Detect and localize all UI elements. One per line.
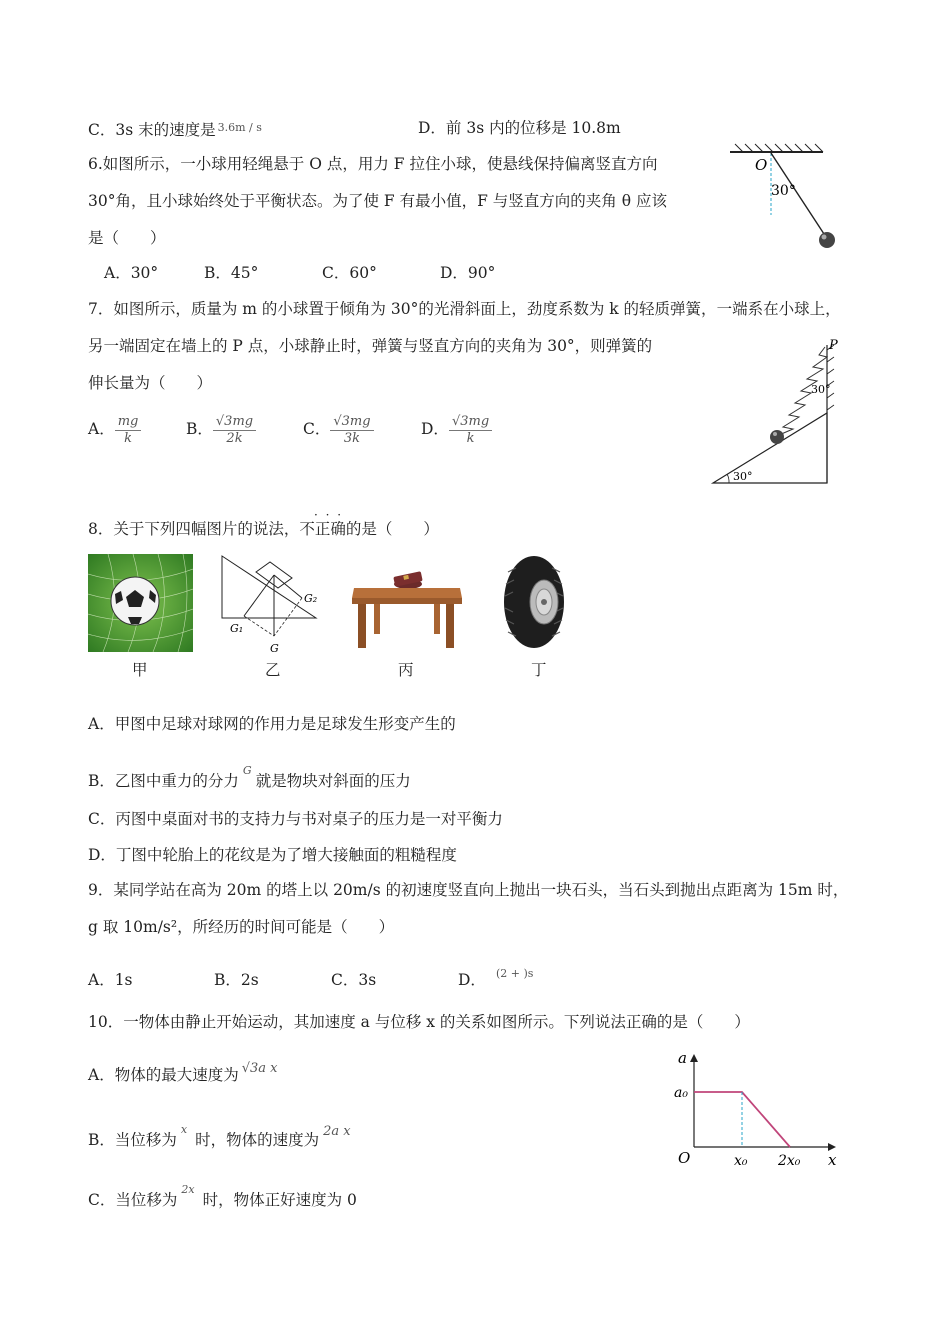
q10-option-c: C．当位移为$^{2x}$时，物体正好速度为 0: [88, 1183, 357, 1209]
q8-image-jia-soccer: [88, 554, 193, 652]
q6-line1: 6.如图所示，一小球用轻绳悬于 O 点，用力 F 拉住小球，使悬线保持偏离竖直方向: [88, 155, 658, 173]
q9-line2: g 取 10m/s²，所经历的时间可能是（ ）: [88, 918, 395, 936]
q7-incline-figure: [705, 335, 845, 490]
q10-graph-x0-label: x₀: [734, 1153, 748, 1169]
q10-acceleration-graph: [670, 1045, 845, 1175]
q7-line1: 7．如图所示，质量为 m 的小球置于倾角为 30°的光滑斜面上，劲度系数为 k 的轻质弹簧，一端系在小球上，: [88, 300, 841, 318]
q7-option-c: C． $\frac{√3mg}{3k}$: [303, 409, 421, 449]
q8-fig-label-g: G: [270, 642, 279, 655]
q10-graph-x-label: x: [828, 1151, 837, 1169]
q8-caption-ding: 丁: [531, 661, 547, 679]
q10-option-a: A．物体的最大速度为 $^{√3a x}$: [88, 1061, 278, 1084]
q6-fig-point-label: O: [755, 156, 768, 174]
q6-option-c: C．60°: [322, 264, 377, 282]
q8-image-ding-tire: [492, 552, 576, 652]
q7-options: [88, 409, 492, 449]
q6-options: [104, 263, 495, 283]
q6-option-a: A．30°: [104, 264, 159, 282]
q8-option-a: A．甲图中足球对球网的作用力是足球发生形变产生的: [88, 715, 456, 733]
q10-option-b: B．当位移为$^x$时，物体的速度为 $^{2a x}$: [88, 1123, 351, 1149]
q9-line1: 9．某同学站在高为 20m 的塔上以 20m/s 的初速度竖直向上抛出一块石头，当石头到抛出点距离为 15m 时，: [88, 881, 849, 899]
q8-image-bing-table: [348, 566, 464, 650]
q10-stem: 10．一物体由静止开始运动，其加速度 a 与位移 x 的关系如图所示。下列说法正确的是（ ）: [88, 1013, 750, 1031]
q6-line3: 是（ ）: [88, 229, 166, 247]
q8-caption-jia: 甲: [132, 661, 148, 679]
q7-line3: 伸长量为（ ）: [88, 374, 213, 392]
q10-graph-origin: O: [678, 1149, 691, 1167]
q7-option-b: B． $\frac{√3mg}{2k}$: [186, 409, 303, 449]
q5-option-d: D．前 3s 内的位移是 10.8m: [418, 119, 621, 137]
q6-option-d: D．90°: [440, 264, 496, 282]
q7-fig-top-angle: 30°: [811, 383, 831, 396]
q9-option-b: B．2s: [214, 971, 259, 989]
q10-graph-a0-label: a₀: [674, 1085, 688, 1101]
q7-fig-p-label: P: [829, 338, 838, 353]
q9-option-a: A．1s: [88, 971, 133, 989]
q6-pendulum-figure: [725, 140, 835, 255]
q9-options: [88, 964, 533, 990]
q5-option-c: C．3s 末的速度是 $^{3.6m / s}$: [88, 121, 262, 139]
q8-caption-yi: 乙: [265, 661, 281, 679]
q6-fig-angle-label: 30°: [771, 183, 796, 199]
q8-emphasis-dots: · · ·: [314, 508, 344, 522]
q8-image-yi-incline: [218, 552, 328, 656]
q7-option-a: A． $\frac{mg}{k}$: [88, 409, 186, 449]
q7-fig-bottom-angle: 30°: [733, 470, 753, 483]
q8-fig-label-g1: G₁: [230, 622, 244, 635]
q7-line2: 另一端固定在墙上的 P 点，小球静止时，弹簧与竖直方向的夹角为 30°，则弹簧的: [88, 337, 653, 355]
q10-graph-y-label: a: [678, 1049, 687, 1067]
q8-caption-bing: 丙: [398, 661, 414, 679]
q8-fig-label-g2: G₂: [304, 592, 318, 605]
q6-line2: 30°角，且小球始终处于平衡状态。为了使 F 有最小值，F 与竖直方向的夹角 θ 应该: [88, 192, 667, 210]
q8-option-b: B．乙图中重力的分力$^G$就是物块对斜面的压力: [88, 764, 411, 790]
q8-option-c: C．丙图中桌面对书的支持力与书对桌子的压力是一对平衡力: [88, 810, 503, 828]
q9-option-c: C．3s: [331, 971, 377, 989]
q8-stem: 8．关于下列四幅图片的说法，不正确的是（ ）: [88, 520, 439, 538]
q6-option-b: B．45°: [204, 264, 259, 282]
q9-option-d: D． $^{(2 + )s}$: [458, 967, 534, 989]
q8-option-d: D．丁图中轮胎上的花纹是为了增大接触面的粗糙程度: [88, 846, 457, 864]
q7-option-d: D． $\frac{√3mg}{k}$: [421, 409, 492, 449]
q10-graph-2x0-label: 2x₀: [778, 1153, 801, 1169]
